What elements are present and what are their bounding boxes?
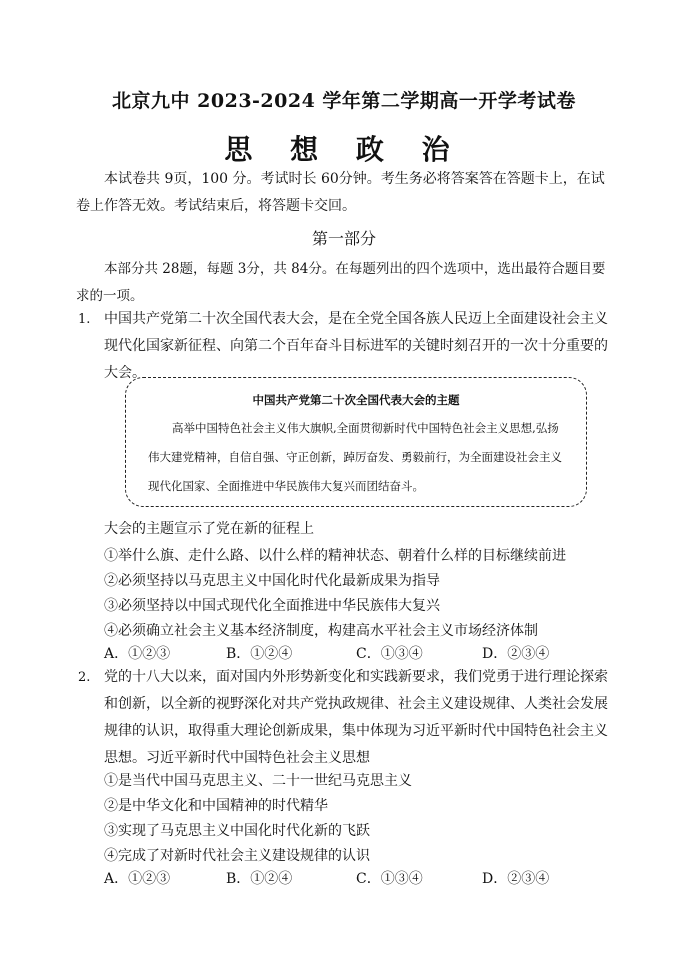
statement-item: ④必须确立社会主义基本经济制度，构建高水平社会主义市场经济体制 [104, 623, 538, 639]
statement-item: ①是当代中国马克思主义、二十一世纪马克思主义 [104, 773, 412, 789]
theme-box [125, 377, 587, 507]
statement-item: ②必须坚持以马克思主义中国化时代化最新成果为指导 [104, 573, 440, 589]
option-c: C．①③④ [356, 646, 423, 662]
statement-item: ①举什么旗、走什么路、以什么样的精神状态、朝着什么样的目标继续前进 [104, 548, 566, 564]
option-b: B．①②④ [226, 646, 293, 662]
question-2-stem-block [78, 664, 618, 772]
question-stem: 党的十八大以来，面对国内外形势新变化和实践新要求，我们党勇于进行理论探索和创新，以全新的视野深化对共产党执政规律、社会主义建设规律、人类社会发展规律的认识，取得重大理论创新成果，集中体现为习近平新时代中国特色社会主义思想。习近平新时代中国特色社会主义思想 [104, 669, 608, 766]
option-d: D．②③④ [482, 646, 550, 662]
option-a: A．①②③ [104, 646, 171, 662]
question-number: 1. [78, 312, 91, 327]
option-a: A．①②③ [104, 871, 171, 887]
question-prompt: 大会的主题宣示了党在新的征程上 [104, 521, 314, 537]
statement-item: ②是中华文化和中国精神的时代精华 [104, 798, 328, 814]
question-1-stem-block [78, 306, 618, 387]
statement-item: ③实现了马克思主义中国化时代化新的飞跃 [104, 823, 370, 839]
option-c: C．①③④ [356, 871, 423, 887]
question-stem: 中国共产党第二十次全国代表大会，是在全党全国各族人民迈上全面建设社会主义现代化国家新征程、向第二个百年奋斗目标进军的关键时刻召开的一次十分重要的大会。 [104, 311, 608, 381]
statement-item: ③必须坚持以中国式现代化全面推进中华民族伟大复兴 [104, 598, 440, 614]
subject-title: 思 想 政 治 [224, 133, 464, 166]
option-b: B．①②④ [226, 871, 293, 887]
theme-box-title: 中国共产党第二十次全国代表大会的主题 [252, 393, 460, 407]
section-rules: 本部分共 28题，每题 3分，共 84分。在每题列出的四个选项中，选出最符合题目要求的一项。 [76, 261, 606, 304]
exam-instructions: 本试卷共 9页，100 分。考试时长 60分钟。考生务必将答案答在答题卡上，在试卷上作答无效。考试结束后，将答题卡交回。 [76, 171, 605, 214]
statement-item: ④完成了对新时代社会主义建设规律的认识 [104, 848, 370, 864]
theme-box-text: 高举中国特色社会主义伟大旗帜,全面贯彻新时代中国特色社会主义思想,弘扬伟大建党精神，自信自强、守正创新，踔厉奋发、勇毅前行，为全面建设社会主义现代化国家、全面推进中华民族伟大复兴而团结奋斗。 [148, 421, 562, 493]
question-number: 2. [78, 670, 91, 685]
section-title: 第一部分 [311, 229, 376, 248]
option-d: D．②③④ [482, 871, 550, 887]
exam-title: 北京九中 2023-2024 学年第二学期高一开学考试卷 [112, 90, 576, 112]
